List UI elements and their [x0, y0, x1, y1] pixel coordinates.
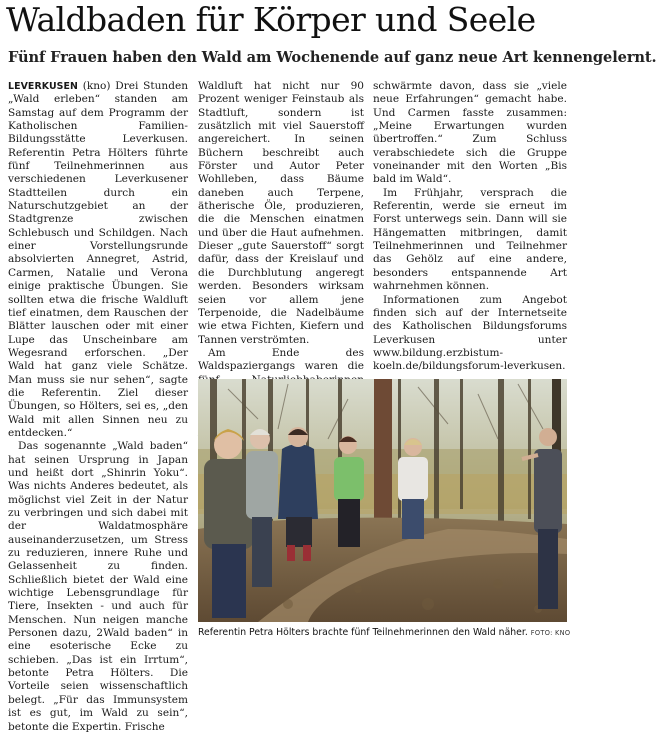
- paragraph: Das sogenannte „Wald baden“ hat seinen Ursprung in Japan und heißt dort „Shinrin Yoku“. Was nichts Anderes bedeutet, als möglichst viel Zeit in der Natur zu verbringen und sich dabei mit der Waldatmosphäre auseinanderzusetzen, um Stress zu reduzieren, innere Ruhe und Gelassenheit zu finden. Schließlich bietet der Wald eine wichtige Lebensgrundlage für Tiere, Insekten - und auch für Menschen. Nun neigen manche Personen dazu, 2Wald baden“ in eine esoterische Ecke zu schieben. „Das ist ein Irrtum“, betonte Petra Hölters. Die Vorteile seien wissenschaftlich belegt. „Für das Immunsystem ist es gut, im Wald zu sein“, betonte die Expertin. Frische: [8, 440, 188, 733]
- caption-text: Referentin Petra Hölters brachte fünf Teilnehmerinnen den Wald näher.: [198, 627, 528, 638]
- paragraph-text: (kno) Drei Stunden „Wald erleben“ standen am Samstag auf dem Programm der Katholischen Familien-Bildungsstätte Leverkusen. Referentin Petra Hölters führte fünf Teilnehmerinnen aus verschiedenen Leverkusener Stadtteilen durch ein Naturschutzgebiet an der Stadtgrenze zwischen Schlebusch und Schildgen. Nach einer Vorstellungsrunde absolvierten Annegret, Astrid, Carmen, Natalie und Verona einige praktische Übungen. Sie sollten etwa die frische Waldluft tief einatmen, dem Rauschen der Blätter lauschen oder mit einer Lupe das Unscheinbare am Wegesrand erforschen. „Der Wald hat ganz viele Schätze. Man muss sie nur sehen“, sagte die Referentin. Ziel dieser Übungen, so Hölters, sei es, „den Wald mit allen Sinnen neu zu entdecken.“: [8, 80, 188, 439]
- article-subheadline: Fünf Frauen haben den Wald am Wochenende auf ganz neue Art kennengelernt.: [8, 49, 657, 66]
- photo-caption: [198, 626, 571, 640]
- paragraph: [8, 80, 188, 440]
- paragraph: Im Frühjahr, versprach die Referentin, werde sie erneut im Forst unterwegs sein. Dann will sie Hängematten mitbringen, damit Teilnehmerinnen und Teilnehmer das Gehölz auf eine andere, besonders entspannende Art wahrnehmen können.: [373, 186, 567, 293]
- paragraph: Am Ende des Waldspaziergangs waren die: [198, 346, 364, 373]
- text-column-3: [373, 80, 567, 372]
- text-column-1: [8, 80, 188, 733]
- paragraph: schwärmte davon, dass sie „viele neue Erfahrungen“ gemacht habe. Und Carmen fasste zusammen: „Meine Erwartungen wurden übertroffen.“ Zum Schluss verabschiedete sich die Gruppe voneinander mit den Worten „Bis bald im Wald“.: [373, 80, 567, 186]
- photo-credit: FOTO: KNO: [530, 629, 571, 637]
- paragraph: Waldluft hat nicht nur 90 Prozent weniger Feinstaub als Stadtluft, sondern ist zusätzlich mit viel Sauerstoff angereichert. In seinen Büchern beschreibt auch Förster und Autor Peter Wohlleben, dass Bäume daneben auch Terpene, ätherische Öle, produzieren, die die Menschen einatmen und über die Haut aufnehmen. Dieser „gute Sauerstoff“ sorgt dafür, dass der Kreislauf und die Durchblutung angeregt werden. Besonders wirksam seien vor allem jene Terpenoide, die Nadelbäume wie etwa Fichten, Kiefern und Tannen verströmten.: [198, 80, 364, 346]
- forest-group-photo: [198, 379, 567, 622]
- paragraph: Informationen zum Angebot finden sich auf der Internetseite des Katholischen Bildungsforums Leverkusen unter www.bildung.erzbistum-koeln.de/bildungsforum-leverkusen.: [373, 293, 567, 373]
- article-headline: Waldbaden für Körper und Seele: [6, 0, 536, 39]
- dateline: LEVERKUSEN: [8, 81, 78, 92]
- text-column-2: [198, 80, 364, 372]
